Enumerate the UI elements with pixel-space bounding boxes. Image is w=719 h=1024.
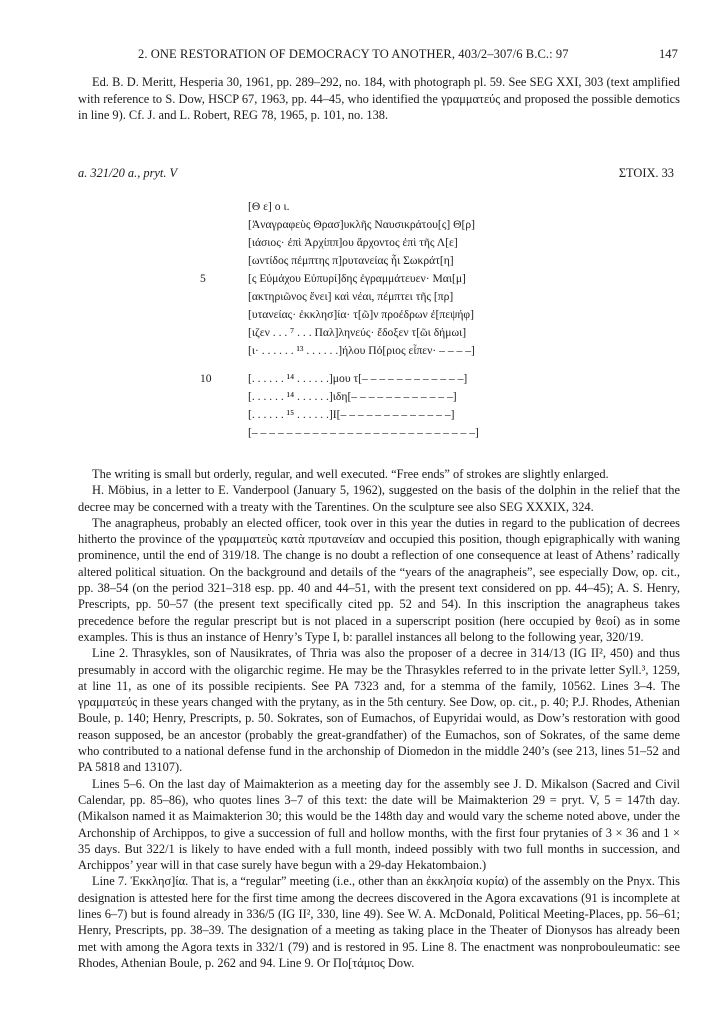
inscription-line-10: [. . . . . . ¹⁴ . . . . . .]μου τ[– – – – – – – – – – – –] xyxy=(248,372,468,385)
inscription-line-2: [Ἀναγραφεὺς Θρασ]υκλῆς Ναυσικράτου[ς] Θ[ρ] xyxy=(248,218,475,231)
inscription-line-6: [ακτηριῶνος ἕνει] καὶ νέαι, πέμπτει τῆς [πρ] xyxy=(248,290,454,303)
inscription-line-7: [υτανείας· ἐκκλησ]ία· τ[ῶ]ν προέδρων ἐ[πεψήφ] xyxy=(248,308,474,321)
inscription-line-9: [ι· . . . . . . ¹³ . . . . . .]ήλου Πό[ριος εἶπεν· – – – –] xyxy=(248,344,475,357)
commentary-paragraph: Lines 5–6. On the last day of Maimakterion as a meeting day for the assembly see J. D. Mikalson (Sacred and Civil Calendar, pp. 85–86), who quotes lines 3–7 of this text: the date will be Maimakterion 29 = pryt. V, 5 = 147th day. (Mikalson named it as Maimakterion 30; this would be the 148th day and would vary the scheme noted above, under the Archonship of Archippos, to give a succession of full and hollow months, with the first four prytanies of 3 × 36 and 1 × 35 days. But 322/1 is likely to have ended with a full month, indeed possibly with two full months in succession, and Archippos’ year will in that case surely have begun with a 29-day Hekatombaion.) xyxy=(78,776,680,873)
inscription-line-11: [. . . . . . ¹⁴ . . . . . .]ιδη[– – – – – – – – – – – –] xyxy=(248,390,457,403)
inscription-line-4: [ωντίδος πέμπτης π]ρυτανείας ἧι Σωκράτ[η] xyxy=(248,254,454,267)
inscription-line-8: [ιζεν . . . ⁷ . . . Παλ]ληνεύς· ἔδοξεν τ[ῶι δήμωι] xyxy=(248,326,467,339)
inscription-line-5: [ς Εὐμάχου Εὐπυρί]δης ἐγραμμάτευεν· Μαι[μ] xyxy=(248,272,466,285)
inscription-line-12: [. . . . . . ¹⁵ . . . . . .]Ι[– – – – – – – – – – – – –] xyxy=(248,408,455,421)
inscription-line-13: [– – – – – – – – – – – – – – – – – – – – – – – – – –] xyxy=(248,426,479,439)
commentary-paragraph: The anagrapheus, probably an elected officer, took over in this year the duties in regard to the publication of decrees hitherto the province of the γραμματεὺς κατὰ πρυτανείαν and occupied this position, though epigraphically with waning prominence, until the end of 319/18. The change is no doubt a reflection of one consequence at least of Athens’ radically altered political situation. On the background and details of the “years of the anagrapheis”, see especially Dow, op. cit., pp. 38–54 (on the period 321–318 esp. pp. 40 and 44–51, with the present text considered on pp. 44–45); A. S. Henry, Prescripts, pp. 50–57 (the present text specifically cited pp. 52 and 54). In this inscription the anagrapheus takes precedence before the regular prescript but is not placed in a superscript position (here occupied by θεοί) as in some examples. This is thus an instance of Henry’s Type I, b: parallel instances all belong to the following year, 320/19. xyxy=(78,515,680,644)
edition-note: Ed. B. D. Meritt, Hesperia 30, 1961, pp. 289–292, no. 184, with photograph pl. 59. See SEG XXI, 303 (text amplified with reference to S. Dow, HSCP 67, 1963, pp. 44–45, who identified the γραμματεύς and proposed the possible demotics in line 9). Cf. J. and L. Robert, REG 78, 1965, p. 101, no. 138. xyxy=(78,75,680,122)
commentary-paragraph: Line 7. Ἐκκλησ]ία. That is, a “regular” meeting (i.e., other than an ἐκκλησία κυρία) of the assembly on the Pnyx. This designation is attested here for the first time among the decrees discovered in the Agora excavations (91 is incomplete at lines 6–7) but is found already in 336/5 (IG II², 330, line 49). See W. A. McDonald, Political Meeting-Places, pp. 56–61; Henry, Prescripts, pp. 38–39. The designation of a meeting as taking place in the Theater of Dionysos has already been met with among the Agora texts in 332/1 (79) and is restored in 95. Line 8. The enactment was nonprobouleumatic: see Rhodes, Athenian Boule, p. 262 and 94. Line 9. Or Πο[τάμιος Dow. xyxy=(78,874,680,970)
line-number-10: 10 xyxy=(200,372,212,385)
running-head-title: 2. ONE RESTORATION OF DEMOCRACY TO ANOTHER, 403/2–307/6 B.C.: 97 xyxy=(138,47,569,61)
commentary-paragraph: H. Möbius, in a letter to E. Vanderpool (January 5, 1962), suggested on the basis of the dolphin in the relief that the decree may be concerned with a treaty with the Tarentines. On the sculpture see also SEG XXXIX, 324. xyxy=(78,483,680,514)
line-number-5: 5 xyxy=(200,272,206,285)
inscription-line-1: [Θ ε] ο ι. xyxy=(248,200,290,213)
inscription-line-3: [ιάσιος· ἐπὶ Ἀρχίππ]ου ἄρχοντος ἐπὶ τῆς Λ[ε] xyxy=(248,236,458,249)
commentary-paragraph: The writing is small but orderly, regular, and well executed. “Free ends” of strokes are slightly enlarged. xyxy=(92,467,609,481)
stoichedon-label: ΣΤΟΙΧ. 33 xyxy=(618,166,674,180)
commentary-paragraph: Line 2. Thrasykles, son of Nausikrates, of Thria was also the proposer of a decree in 314/13 (IG II², 450) and thus presumably in accord with the oligarchic regime. He may be the Thrasykles referred to in the private letter Syll.³, 1259, at line 11, as one of its possible recipients. See PA 7323 and, for a stemma of the family, 10562. Lines 3–4. The γραμματεύς in these years changed with the prytany, as in the 5th century. See Dow, op. cit., p. 40; P.J. Rhodes, Athenian Boule, p. 140; Henry, Prescripts, p. 50. Sokrates, son of Eumachos, of Eupyridai would, as Dow’s restoration with good reason supposed, be an ancestor (probably the great-grandfather) of the Eumachos, son of Sokrates, of the same deme who contributed to a national defense fund in the archonship of Diomedon in the middle 240’s (see 213, lines 51–52 and PA 5818 and 13107). xyxy=(78,646,680,775)
commentary xyxy=(78,466,680,971)
page-number: 147 xyxy=(658,47,678,61)
inscription-date: a. 321/20 a., pryt. V xyxy=(78,166,178,180)
